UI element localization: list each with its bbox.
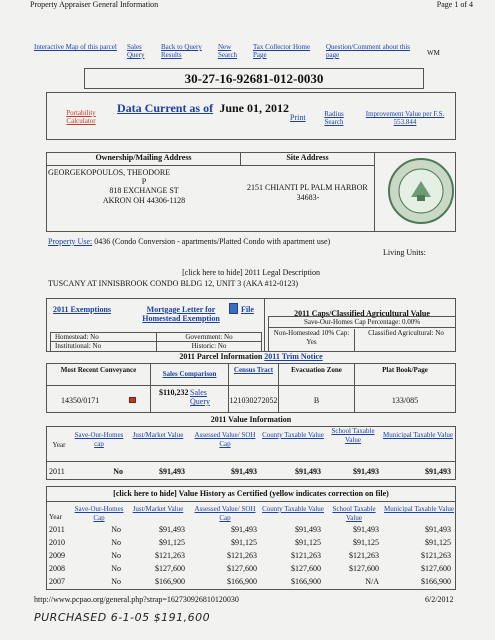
caps-title: 2011 Caps/Classified Agricultural Value [294,309,430,318]
value-history-cell: $91,493 [231,525,257,534]
exemptions-link[interactable]: 2011 Exemptions [53,305,112,314]
footer-url: http://www.pcpao.org/general.php?strap=162730926810120030 [34,595,239,604]
value-history-row [47,524,455,537]
parcel-id: 30-27-16-92681-012-0030 [184,71,324,86]
conveyance-header: Most Recent Conveyance [47,364,151,386]
exemptions-table [50,332,262,352]
portability-calculator-link[interactable]: Portability Calculator [66,109,96,125]
value-history-cell: No [111,564,121,573]
non-homestead-cap: Non-Homestead 10% Cap: Yes [269,329,355,351]
wm-label: WM [427,49,440,57]
value-history-box [46,486,456,590]
tax-collector-link[interactable]: Tax Collector Home Page [253,43,311,59]
value-history-row [47,563,455,576]
value-row-year: 2011 [49,467,65,476]
owner-line-1: GEORGEKOPOULOS, THEODORE [48,168,171,177]
question-link[interactable]: Question/Comment about this page [326,43,410,59]
value-history-cell: $166,900 [227,577,257,586]
trim-notice-link[interactable]: 2011 Trim Notice [264,352,323,361]
soh-cap-percentage: Save-Our-Homes Cap Percentage: 0.00% [269,317,455,328]
caps-table [268,316,456,352]
data-current-box [46,92,456,140]
plat-header: Plat Book/Page [355,364,455,386]
value-history-cell: $121,263 [291,551,321,560]
value-just-header[interactable]: Just/Market Value [132,431,184,439]
sales-comparison-link[interactable]: Sales Comparison [151,364,229,386]
site-line-2: 34683- [296,193,320,202]
value-history-cell: No [111,538,121,547]
value-history-row [47,576,455,589]
page-number: Page 1 of 4 [436,0,473,9]
value-county-header[interactable]: County Taxable Value [262,431,324,439]
conveyance-value: 14350/0171 [47,386,151,412]
file-icon[interactable] [229,303,238,314]
history-county-header[interactable]: County Taxable Value [262,505,324,513]
value-history-cell: $91,125 [353,538,379,547]
value-history-cell: 2008 [49,564,65,573]
data-current-date: June 01, 2012 [219,101,289,115]
value-history-cell: $91,125 [425,538,451,547]
historic-status: Historic: No [191,342,227,350]
value-row-just: $91,493 [159,467,185,476]
value-history-cell: $121,263 [349,551,379,560]
value-history-cell: 2010 [49,538,65,547]
value-info-table [46,426,456,480]
county-seal-logo [387,157,455,225]
value-history-cell: No [111,577,121,586]
value-history-cell: $91,493 [159,525,185,534]
value-history-cell: $121,263 [227,551,257,560]
value-history-cell: $91,125 [231,538,257,547]
value-history-cell: $91,125 [159,538,185,547]
census-tract-link[interactable]: Census Tract [229,364,279,386]
document-title: Property Appraiser General Information [30,0,159,9]
value-info-title: 2011 Value Information [210,415,292,424]
value-history-cell: $166,900 [155,577,185,586]
institutional-status: Institutional: No [51,342,157,351]
parcel-info-title-row [46,352,456,361]
history-soh-header[interactable]: Save-Our-Homes Cap [74,505,124,522]
value-history-cell: 2009 [49,551,65,560]
legal-description-text: TUSCANY AT INNISBROOK CONDO BLDG 12, UNIT 3 (AKA #12-0123) [48,279,299,288]
value-history-cell: $91,493 [353,525,379,534]
sales-query-link[interactable]: Sales Query [127,43,145,59]
value-history-cell: $166,900 [291,577,321,586]
value-history-cell: 2007 [49,577,65,586]
owner-line-4: AKRON OH 44306-1128 [102,196,186,205]
mortgage-letter-link[interactable]: Mortgage Letter for Homestead Exemption [142,305,220,323]
evacuation-zone-value: B [279,386,355,412]
value-history-cell: $91,493 [425,525,451,534]
value-history-divider [47,501,455,502]
value-history-cell: $127,600 [421,564,451,573]
data-current-label: Data Current as of [117,101,214,115]
owner-line-2: P [141,177,147,186]
handwritten-note: PURCHASED 6-1-05 $191,600 [34,611,211,624]
ownership-header: Ownership/Mailing Address [47,153,241,166]
value-school-header[interactable]: School Taxable Value [331,427,375,444]
living-units-label: Living Units: [383,248,426,257]
value-history-cell: $127,600 [155,564,185,573]
back-to-query-link[interactable]: Back to Query Results [161,43,202,59]
value-row-school: $91,493 [353,467,379,476]
footer-date: 6/2/2012 [425,595,454,604]
value-divider [47,461,455,462]
value-history-cell: $127,600 [349,564,379,573]
history-municipal-header[interactable]: Municipal Taxable Value [383,505,454,513]
file-link[interactable]: File [241,305,254,314]
value-history-cell: No [111,525,121,534]
government-status: Government: No [157,333,261,342]
value-history-cell: $127,600 [227,564,257,573]
value-history-title[interactable]: [click here to hide] Value History as Certified (yellow indicates correction on file) [113,489,389,498]
value-history-cell: No [111,551,121,560]
value-history-cell: 2011 [49,525,65,534]
value-history-row [47,537,455,550]
value-row-soh: No [113,467,123,476]
history-assessed-header[interactable]: Assessed Value/ SOH Cap [194,505,256,522]
improvement-value-link[interactable]: Improvement Value per F.S. 553.844 [365,110,445,126]
value-history-cell: $121,263 [421,551,451,560]
value-assessed-header[interactable]: Assessed Value/ SOH Cap [194,431,256,448]
parcel-info-title: 2011 Parcel Information [179,352,263,361]
parcel-info-table [46,363,456,413]
census-tract-value: 121030272052 [229,386,279,412]
value-history-cell: $166,900 [421,577,451,586]
radius-search-link[interactable]: Radius Search [324,110,344,126]
sales-comparison-value: $110,232 [151,386,229,412]
site-line-1: 2151 CHIANTI PL PALM HARBOR [247,183,368,192]
value-history-cell: $91,493 [295,525,321,534]
value-year-header: Year [52,441,66,449]
value-history-cell: $127,600 [291,564,321,573]
interactive-map-link[interactable]: Interactive Map of this parcel [34,43,117,51]
legal-description-toggle[interactable]: [click here to hide] 2011 Legal Description [182,268,320,277]
address-box [46,152,456,232]
value-history-cell: $121,263 [155,551,185,560]
sales-query-value-link[interactable]: Sales Query [190,388,210,406]
parcel-id-box [84,68,424,89]
property-use-link[interactable]: Property Use: [48,237,93,246]
value-soh-header[interactable]: Save-Our-Homes cap [74,431,124,448]
value-history-cell: $91,125 [295,538,321,547]
value-row-municipal: $91,493 [425,467,451,476]
owner-line-3: 818 EXCHANGE ST [109,186,179,195]
value-row-assessed: $91,493 [231,467,257,476]
value-municipal-header[interactable]: Municipal Taxable Value [382,431,453,439]
classified-agricultural: Classified Agricultural: No [368,329,444,337]
plat-value: 133/085 [391,396,419,405]
value-history-row [47,550,455,563]
value-history-cell: N/A [365,577,379,586]
property-use-value: 0436 (Condo Conversion - apartments/Platted Condo with apartment use) [94,237,331,246]
history-just-header[interactable]: Just/Market Value [132,505,184,513]
print-link[interactable]: Print [290,113,306,122]
document-icon[interactable] [129,397,136,403]
history-school-header[interactable]: School Taxable Value [332,505,376,522]
site-header: Site Address [241,153,375,166]
value-row-county: $91,493 [295,467,321,476]
homestead-status: Homestead: No [51,333,157,342]
evacuation-header: Evacuation Zone [279,364,355,386]
new-search-link[interactable]: New Search [218,43,238,59]
property-use-row [48,237,378,246]
history-year-header: Year [49,513,62,521]
